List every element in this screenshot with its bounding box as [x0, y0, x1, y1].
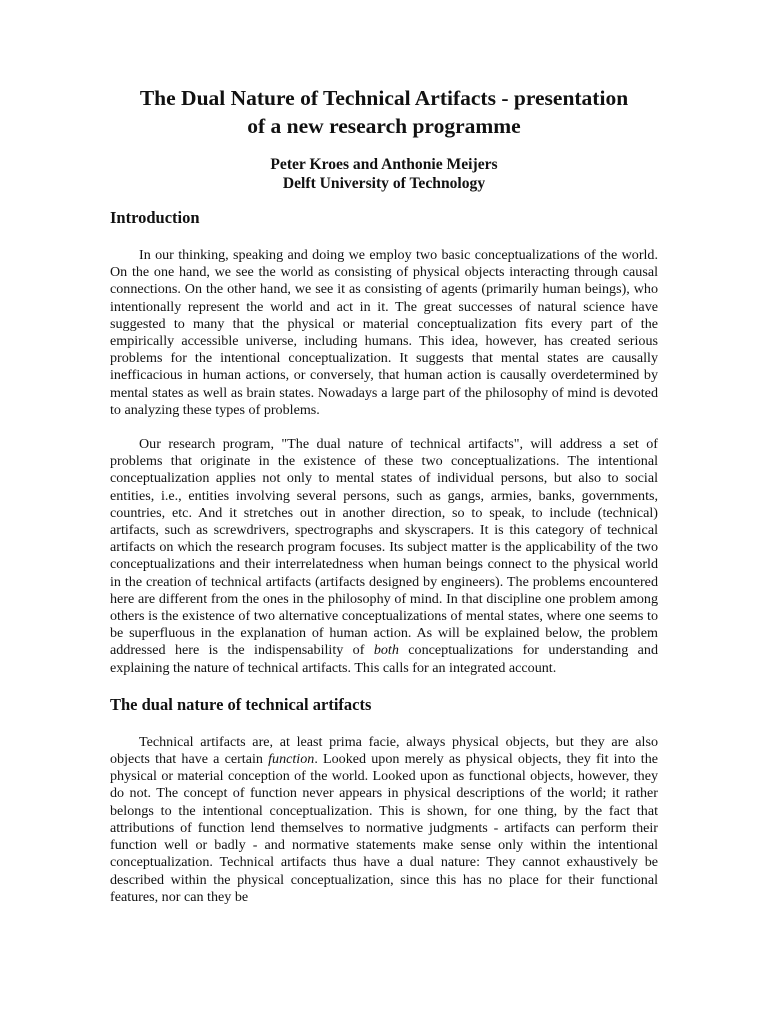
author-block	[110, 155, 658, 193]
emphasis-text: function	[268, 751, 315, 768]
paragraph-text-after: conceptualizations for understanding and explaining the nature of technical artifacts. This calls for an integrated account.	[110, 642, 658, 676]
paragraph	[110, 436, 658, 677]
paragraph-text-after: . Looked upon merely as physical objects, they fit into the physical or material conception of the world. Looked upon as functional objects, however, they do not. The concept of function never appears in physical descriptions of the world; it rather belongs to the intentional conceptualization. This is shown, for one thing, by the fact that attributions of function lend themselves to normative judgments - artifacts can perform their function well or badly - and normative statements make sense only within the intentional conceptualization. Technical artifacts thus have a dual nature: They cannot exhaustively be described within the physical conceptualization, since this has no place for their functional features, nor can they be	[110, 751, 658, 905]
paper-page	[110, 84, 658, 906]
paragraph	[110, 734, 658, 906]
title-line-1: The Dual Nature of Technical Artifacts - presentation	[139, 86, 629, 110]
affiliation: Delft University of Technology	[282, 175, 486, 192]
section-heading-dual-nature: The dual nature of technical artifacts	[110, 694, 372, 714]
emphasis-text: both	[373, 642, 399, 659]
paragraph-text-before: Our research program, "The dual nature of technical artifacts", will address a set of problems that originate in the existence of these two conceptualizations. The intentional conceptualization applies not only to mental states of individual persons, but also to social entities, i.e., entities involving several persons, such as gangs, armies, banks, governments, countries, etc. And it stretches out in another direction, so to speak, to include (technical) artifacts, such as screwdrivers, spectrographs and skyscrapers. It is this category of technical artifacts on which the research program focuses. Its subject matter is the applicability of the two conceptualizations and their interrelatedness when human beings connect to the physical world in the creation of technical artifacts (artifacts designed by engineers). The problems encountered here are different from the ones in the philosophy of mind. In that discipline one problem among others is the existence of two alternative conceptualizations of mental states, where one seems to be superfluous in the explanation of human action. As will be explained below, the problem addressed here is the indispensability of	[110, 436, 658, 659]
authors: Peter Kroes and Anthonie Meijers	[270, 156, 498, 173]
paragraph-text: In our thinking, speaking and doing we employ two basic conceptualizations of the world. On the one hand, we see the world as consisting of physical objects interacting through causal connections. On the other hand, we see it as consisting of agents (primarily human beings), who intentionally represent the world and act in it. The great successes of natural science have suggested to many that the physical or material conceptualization fits every part of the empirically accessible universe, including humans. This idea, however, has created serious problems for the intentional conceptualization. It suggests that mental states are causally inefficacious in human actions, or conversely, that human action is causally overdetermined by mental states as well as brain states. Nowadays a large part of the philosophy of mind is devoted to analyzing these types of problems.	[110, 247, 658, 418]
title-line-2: of a new research programme	[247, 114, 521, 138]
section-heading-introduction: Introduction	[110, 208, 200, 227]
paper-title	[110, 84, 658, 140]
paragraph-text-before: Technical artifacts are, at least prima facie, always physical objects, but they are also objects that have a certain	[110, 733, 658, 768]
paragraph	[110, 247, 658, 419]
